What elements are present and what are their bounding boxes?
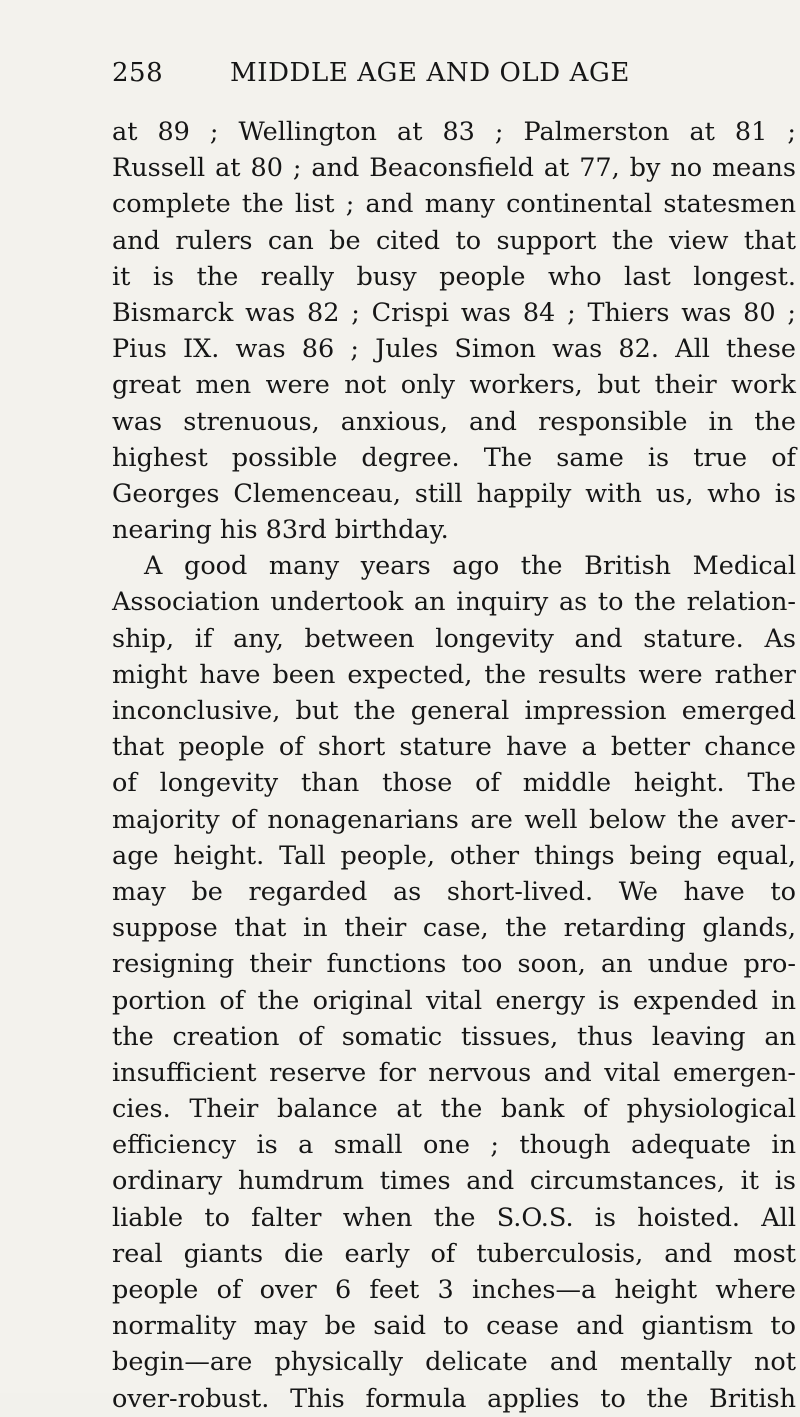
text-line: cies. Their balance at the bank of physiological bbox=[112, 1094, 796, 1125]
text-line: Georges Clemenceau, still happily with us, who is bbox=[112, 478, 796, 509]
text-line: suppose that in their case, the retarding glands, bbox=[112, 913, 796, 944]
text-line: inconclusive, but the general impression emerged bbox=[112, 696, 796, 726]
text-line: it is the really busy people who last longest. bbox=[112, 261, 796, 292]
running-title: MIDDLE AGE AND OLD AGE bbox=[230, 58, 630, 88]
page-number: 258 bbox=[112, 58, 164, 88]
text-line: highest possible degree. The same is true of bbox=[112, 442, 796, 473]
text-line: resigning their functions too soon, an undue pro- bbox=[112, 949, 796, 980]
text-line: insufficient reserve for nervous and vital emergen- bbox=[112, 1057, 796, 1088]
text-line: may be regarded as short-lived. We have to bbox=[112, 876, 796, 907]
text-line: majority of nonagenarians are well below the aver- bbox=[112, 804, 796, 835]
paragraph-end-line: nearing his 83rd birthday. bbox=[112, 515, 449, 546]
text-line: was strenuous, anxious, and responsible in the bbox=[112, 406, 796, 437]
text-line: people of over 6 feet 3 inches—a height where bbox=[112, 1275, 796, 1305]
text-line: Pius IX. was 86 ; Jules Simon was 82. All these bbox=[112, 334, 796, 365]
text-line: of longevity than those of middle height. The bbox=[112, 768, 796, 799]
paragraph-start-line: A good many years ago the British Medical bbox=[144, 551, 796, 582]
text-line: complete the list ; and many continental statesmen bbox=[112, 189, 796, 220]
text-line: ship, if any, between longevity and stature. As bbox=[112, 623, 796, 654]
text-line: might have been expected, the results were rather bbox=[112, 659, 796, 690]
text-line: ordinary humdrum times and circumstances, it is bbox=[112, 1166, 796, 1197]
text-line: Russell at 80 ; and Beaconsfield at 77, by no means bbox=[112, 153, 796, 184]
text-line: that people of short stature have a better chance bbox=[112, 732, 796, 763]
text-line: great men were not only workers, but their work bbox=[112, 370, 796, 401]
text-line: liable to falter when the S.O.S. is hoisted. All bbox=[112, 1202, 796, 1233]
text-line: Association undertook an inquiry as to the relation- bbox=[112, 587, 796, 618]
page-header bbox=[112, 58, 702, 98]
text-line: at 89 ; Wellington at 83 ; Palmerston at 81 ; bbox=[112, 117, 796, 147]
text-line: Bismarck was 82 ; Crispi was 84 ; Thiers was 80 ; bbox=[112, 297, 796, 328]
text-line: begin—are physically delicate and mentally not bbox=[112, 1347, 796, 1378]
text-line: portion of the original vital energy is expended in bbox=[112, 985, 796, 1016]
text-line: the creation of somatic tissues, thus leaving an bbox=[112, 1021, 796, 1052]
text-line: age height. Tall people, other things being equal, bbox=[112, 840, 796, 871]
body-text bbox=[112, 114, 800, 1417]
text-line: real giants die early of tuberculosis, and most bbox=[112, 1238, 796, 1269]
text-line: normality may be said to cease and giantism to bbox=[112, 1311, 796, 1342]
text-line: efficiency is a small one ; though adequate in bbox=[112, 1130, 796, 1161]
text-line: over-robust. This formula applies to the British bbox=[112, 1383, 796, 1414]
text-line: and rulers can be cited to support the view that bbox=[112, 225, 796, 256]
